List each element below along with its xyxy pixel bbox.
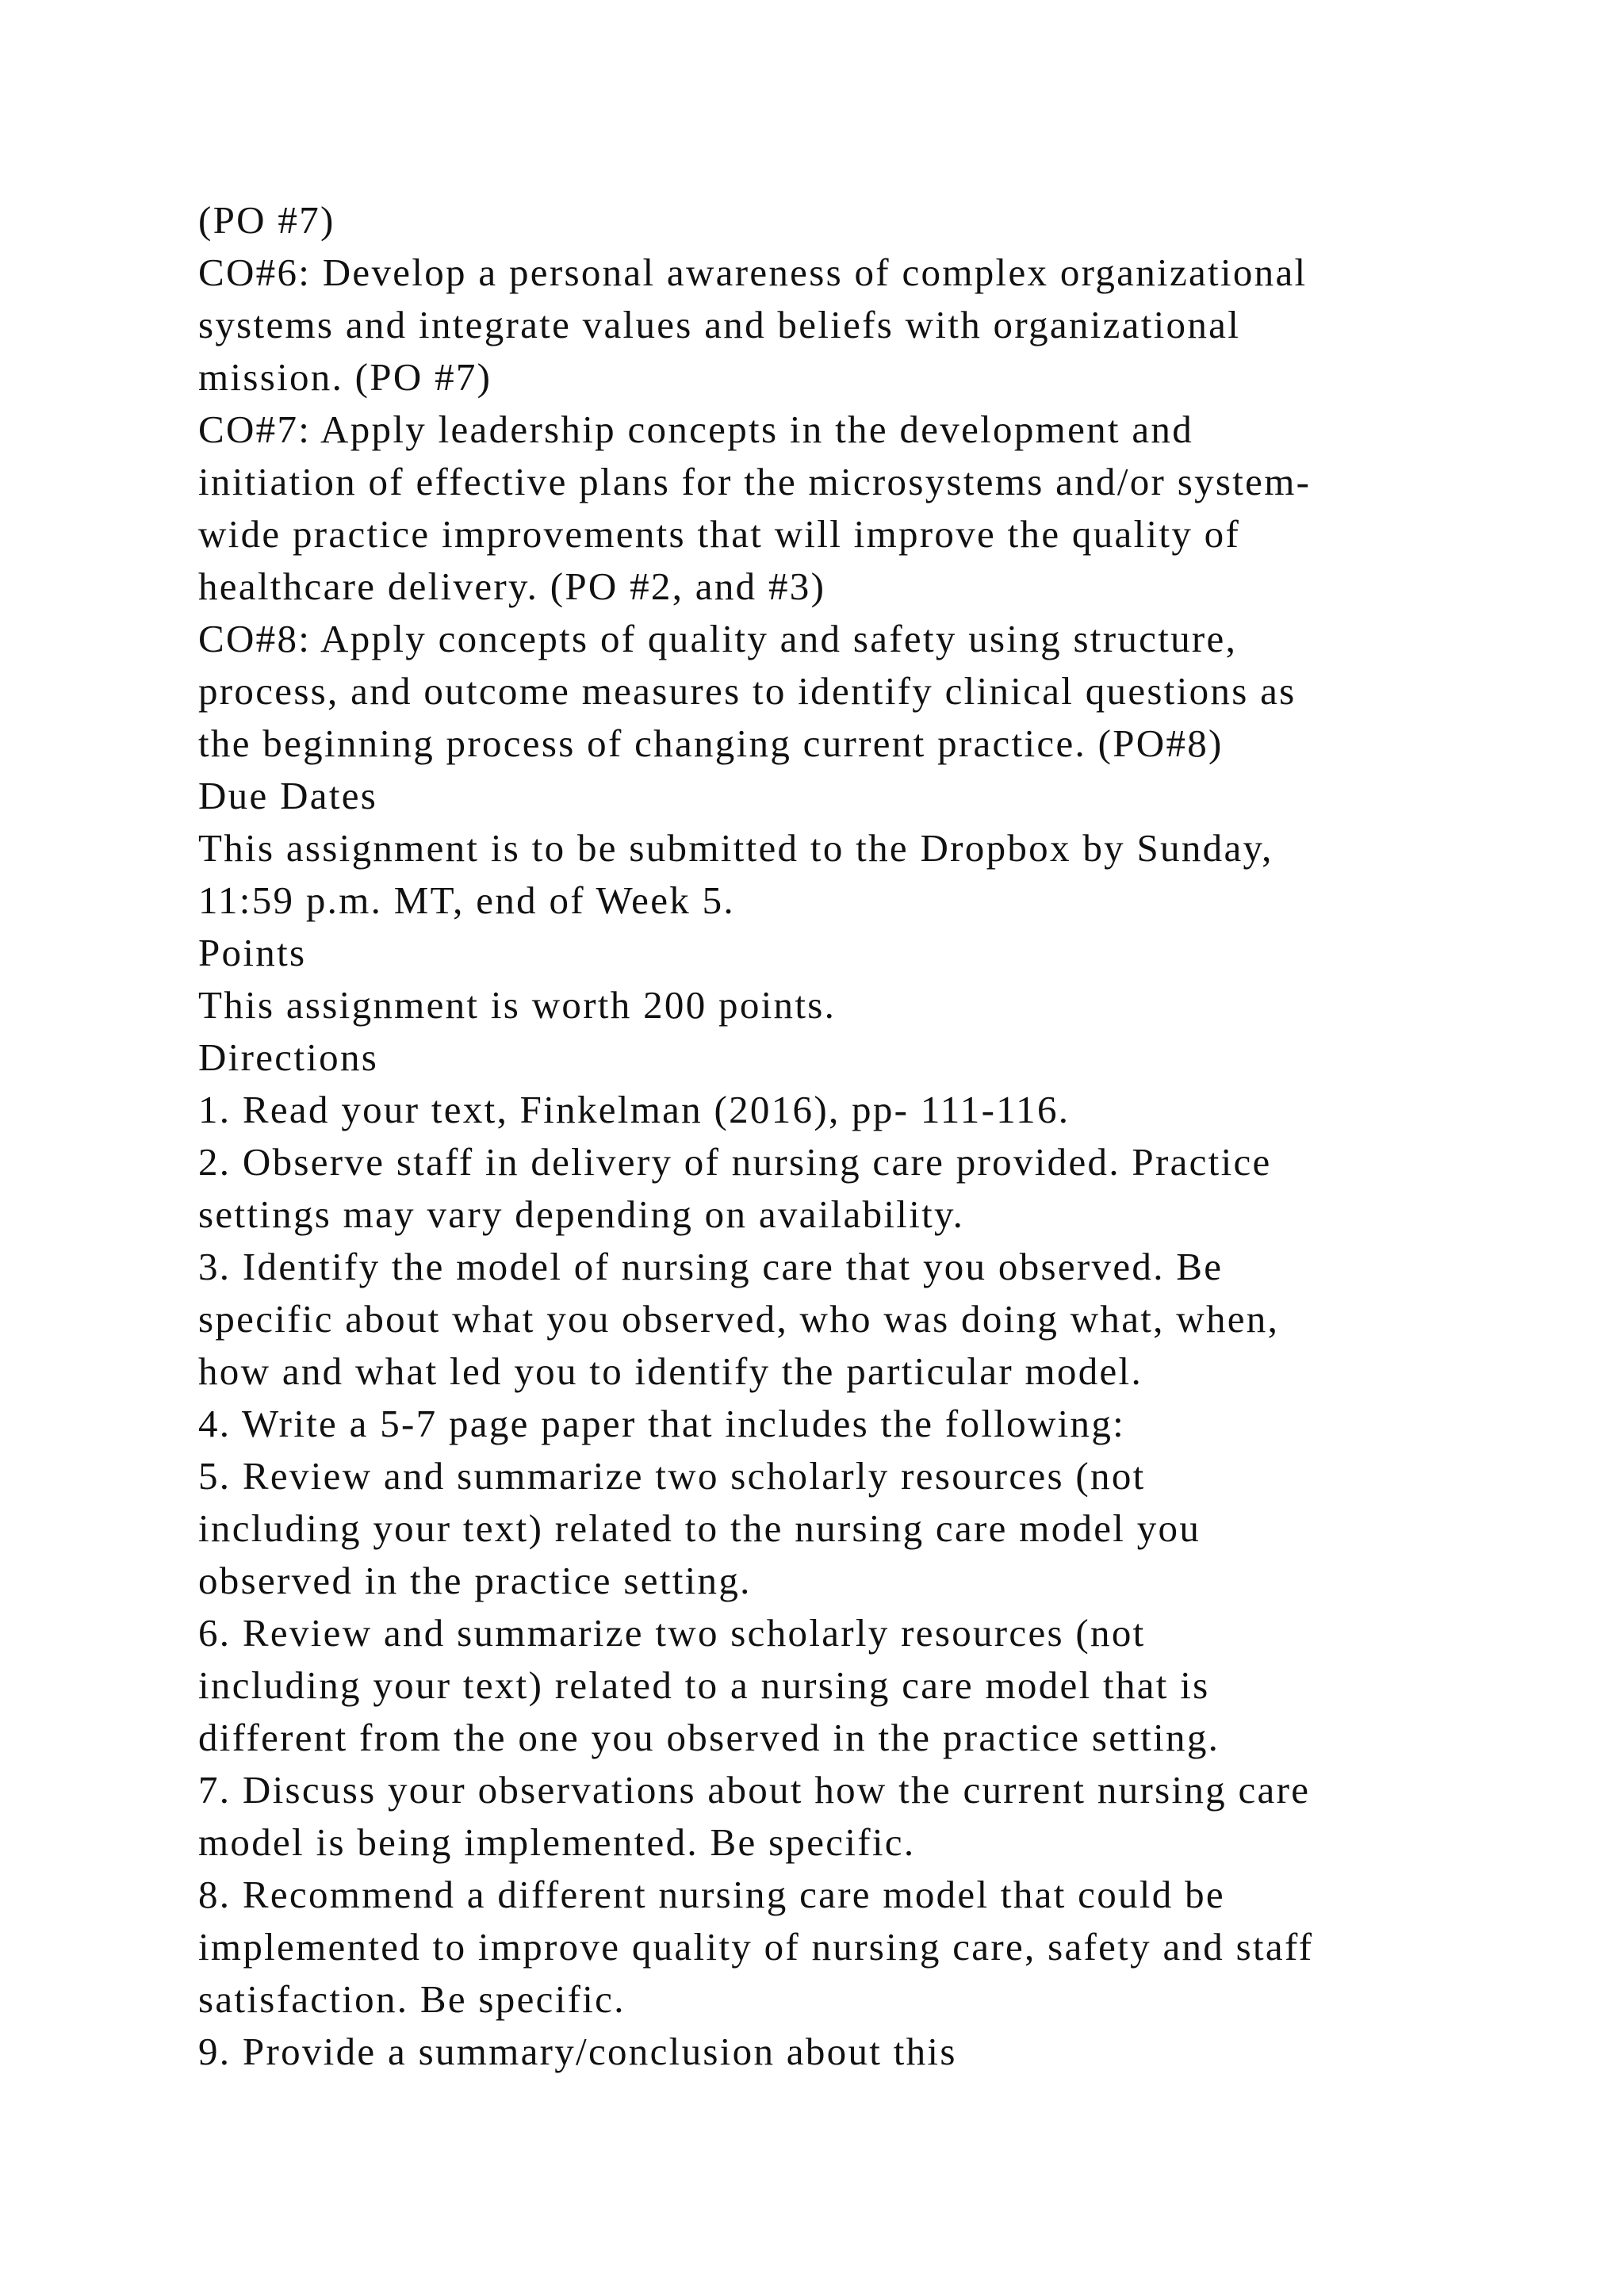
section-heading: Due Dates [198,774,378,817]
section-heading: Directions [198,1035,379,1079]
text-line: implemented to improve quality of nursing care, safety and staff [198,1925,1314,1969]
text-line: systems and integrate values and beliefs with organizational [198,303,1241,346]
text-line: model is being implemented. Be specific. [198,1820,916,1864]
text-line: CO#7: Apply leadership concepts in the development and [198,408,1194,451]
text-line: 8. Recommend a different nursing care model that could be [198,1873,1225,1916]
text-line: CO#8: Apply concepts of quality and safety using structure, [198,617,1238,660]
text-line: the beginning process of changing current practice. (PO#8) [198,721,1224,765]
text-line: mission. (PO #7) [198,355,492,399]
text-line: different from the one you observed in the practice setting. [198,1716,1220,1759]
text-line: including your text) related to the nursing care model you [198,1506,1201,1550]
text-line: 7. Discuss your observations about how the current nursing care [198,1768,1311,1812]
text-line: including your text) related to a nursing care model that is [198,1663,1210,1707]
text-line: 5. Review and summarize two scholarly resources (not [198,1454,1146,1498]
text-line: 4. Write a 5-7 page paper that includes the following: [198,1402,1126,1445]
text-line: 3. Identify the model of nursing care that you observed. Be [198,1245,1224,1288]
text-line: how and what led you to identify the particular model. [198,1349,1143,1393]
section-heading: Points [198,931,307,974]
text-line: settings may vary depending on availability. [198,1192,965,1236]
text-line: specific about what you observed, who was doing what, when, [198,1297,1280,1341]
text-line: 6. Review and summarize two scholarly resources (not [198,1611,1146,1655]
document-text [198,194,1530,2078]
text-line: 1. Read your text, Finkelman (2016), pp- 111-116. [198,1088,1071,1131]
text-line: 2. Observe staff in delivery of nursing care provided. Practice [198,1140,1272,1184]
text-line: (PO #7) [198,198,335,242]
text-line: 9. Provide a summary/conclusion about this [198,2030,957,2073]
text-line: This assignment is to be submitted to the Dropbox by Sunday, [198,826,1274,870]
text-line: CO#6: Develop a personal awareness of complex organizational [198,251,1308,294]
text-line: satisfaction. Be specific. [198,1977,626,2021]
text-line: wide practice improvements that will improve the quality of [198,512,1241,556]
text-line: initiation of effective plans for the microsystems and/or system- [198,460,1312,503]
text-line: healthcare delivery. (PO #2, and #3) [198,564,826,608]
text-line: This assignment is worth 200 points. [198,983,837,1027]
text-line: process, and outcome measures to identify clinical questions as [198,669,1297,713]
text-line: 11:59 p.m. MT, end of Week 5. [198,878,735,922]
text-line: observed in the practice setting. [198,1559,752,1602]
